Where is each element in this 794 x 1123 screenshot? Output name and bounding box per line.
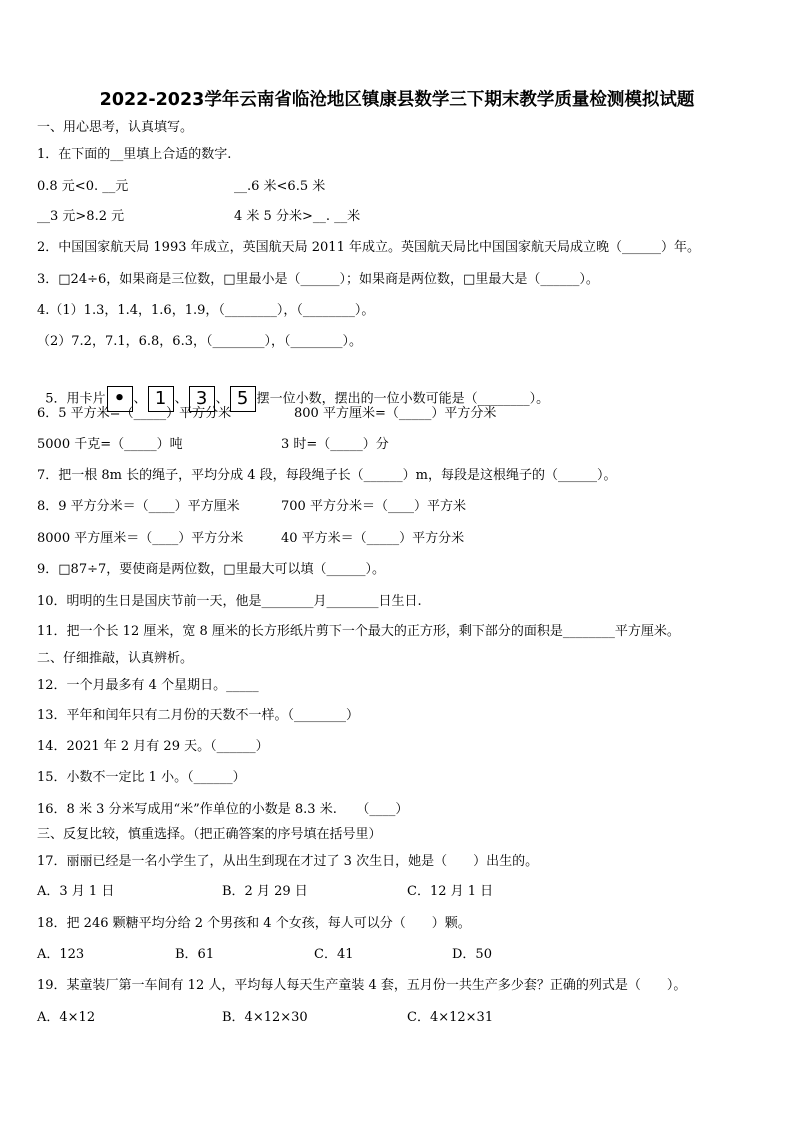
question-4-part-1: 4.（1）1.3，1.4，1.6，1.9，（________），（________）。 — [37, 303, 375, 318]
card-5: 5 — [230, 386, 256, 412]
option-19c: C．4×12×31 — [407, 1010, 494, 1025]
question-5-prefix: 5．用卡片 — [45, 391, 106, 407]
question-1d: 4 米 5 分米>__. __米 — [234, 209, 361, 224]
question-19: 19．某童装厂第一车间有 12 人，平均每人每天生产童装 4 套，五月份一共生产多少套？正确的列式是（ ）。 — [37, 978, 687, 993]
option-17b: B．2 月 29 日 — [222, 884, 308, 899]
question-17: 17．丽丽已经是一名小学生了，从出生到现在才过了 3 次生日，她是（ ）出生的。 — [37, 854, 539, 869]
question-3: 3．□24÷6，如果商是三位数，□里最小是（______）；如果商是两位数，□里最大是（______）。 — [37, 272, 599, 287]
section-3-heading: 三、反复比较，慎重选择。（把正确答案的序号填在括号里） — [37, 827, 382, 842]
question-1b: __.6 米<6.5 米 — [234, 179, 326, 194]
question-5-suffix: 摆一位小数，摆出的一位小数可能是（________）。 — [256, 391, 550, 407]
card-separator: 、 — [215, 391, 229, 407]
page-title: 2022-2023学年云南省临沧地区镇康县数学三下期末教学质量检测模拟试题 — [99, 90, 695, 110]
option-18b: B．61 — [175, 947, 215, 962]
question-8d: 40 平方米＝（_____）平方分米 — [281, 531, 465, 546]
option-18a: A．123 — [37, 947, 85, 962]
question-2: 2．中国国家航天局 1993 年成立，英国航天局 2011 年成立。英国航天局比中国国家航天局成立晚（______）年。 — [37, 240, 700, 255]
question-8b: 700 平方分米＝（____）平方米 — [281, 499, 466, 514]
question-1a: 0.8 元<0. __元 — [37, 179, 129, 194]
question-13: 13．平年和闰年只有二月份的天数不一样。（________） — [37, 708, 360, 723]
card-1: 1 — [148, 386, 174, 412]
card-dot: • — [107, 386, 133, 412]
question-6a: 6．5 平方米=（_____）平方分米 — [37, 406, 232, 421]
question-9: 9．□87÷7，要使商是两位数，□里最大可以填（______）。 — [37, 562, 386, 577]
option-18c: C．41 — [314, 947, 354, 962]
section-2-heading: 二、仔细推敲，认真辨析。 — [37, 651, 194, 666]
question-10: 10．明明的生日是国庆节前一天，他是________月________日生日. — [37, 594, 422, 609]
question-8a: 8．9 平方分米＝（____）平方厘米 — [37, 499, 240, 514]
question-6d: 3 时=（_____）分 — [281, 437, 389, 452]
question-15: 15．小数不一定比 1 小。（______） — [37, 770, 246, 785]
option-18d: D．50 — [452, 947, 492, 962]
question-16: 16．8 米 3 分米写成用“米”作单位的小数是 8.3 米. （____） — [37, 802, 409, 817]
question-6b: 800 平方厘米=（_____）平方分米 — [294, 406, 497, 421]
question-12: 12．一个月最多有 4 个星期日。_____ — [37, 678, 259, 693]
card-separator: 、 — [174, 391, 188, 407]
question-1: 1．在下面的__里填上合适的数字. — [37, 147, 232, 162]
option-19b: B．4×12×30 — [222, 1010, 308, 1025]
question-7: 7．把一根 8m 长的绳子，平均分成 4 段，每段绳子长（______）m，每段是这根绳子的（______）。 — [37, 468, 617, 483]
question-6c: 5000 千克=（_____）吨 — [37, 437, 183, 452]
question-14: 14．2021 年 2 月有 29 天。（______） — [37, 739, 269, 754]
card-3: 3 — [189, 386, 215, 412]
question-18: 18．把 246 颗糖平均分给 2 个男孩和 4 个女孩，每人可以分（ ）颗。 — [37, 916, 471, 931]
question-4-part-2: （2）7.2，7.1，6.8，6.3，（________），（________）。 — [37, 334, 362, 349]
question-11: 11．把一个长 12 厘米，宽 8 厘米的长方形纸片剪下一个最大的正方形，剩下部分的面积是________平方厘米。 — [37, 624, 680, 639]
question-1c: __3 元>8.2 元 — [37, 209, 125, 224]
option-17c: C．12 月 1 日 — [407, 884, 494, 899]
option-17a: A．3 月 1 日 — [37, 884, 115, 899]
card-separator: 、 — [133, 391, 147, 407]
question-8c: 8000 平方厘米＝（____）平方分米 — [37, 531, 244, 546]
option-19a: A．4×12 — [37, 1010, 96, 1025]
section-1-heading: 一、用心思考，认真填写。 — [37, 120, 194, 135]
